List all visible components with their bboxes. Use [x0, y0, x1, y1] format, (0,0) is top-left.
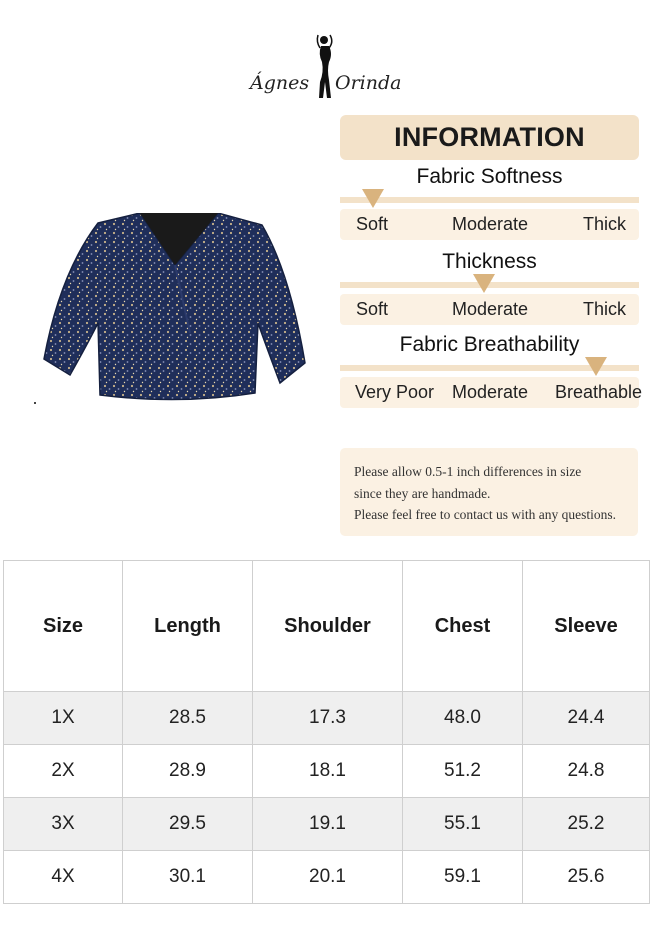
note-line: Please allow 0.5-1 inch differences in size	[354, 464, 582, 479]
table-cell: 17.3	[253, 692, 403, 745]
table-cell: 29.5	[123, 798, 253, 851]
scale-label-mid: Moderate	[452, 382, 529, 402]
table-cell: 28.5	[123, 692, 253, 745]
column-header-chest: Chest	[403, 561, 523, 692]
brand-name-left: Ágnes	[250, 72, 310, 94]
column-header-length: Length	[123, 561, 253, 692]
level-marker-icon	[473, 274, 495, 293]
attribute-title-softness: Fabric Softness	[416, 165, 563, 188]
brand-name-right: Orinda	[335, 72, 402, 94]
table-cell: 30.1	[123, 851, 253, 904]
table-cell: 19.1	[253, 798, 403, 851]
column-header-size: Size	[4, 561, 123, 692]
scale-label-high: Thick	[583, 299, 627, 319]
column-header-shoulder: Shoulder	[253, 561, 403, 692]
size-chart-table	[3, 560, 650, 904]
table-cell: 4X	[4, 851, 123, 904]
attribute-title-thickness: Thickness	[442, 250, 537, 273]
table-cell: 51.2	[403, 745, 523, 798]
scale-label-high: Breathable	[555, 382, 643, 402]
scale-label-bar	[340, 209, 639, 240]
table-header-row	[4, 561, 650, 692]
size-note-box	[340, 448, 638, 536]
level-marker-icon	[362, 189, 384, 208]
table-cell: 48.0	[403, 692, 523, 745]
scale-label-high: Thick	[583, 214, 627, 234]
table-cell: 28.9	[123, 745, 253, 798]
table-cell: 24.8	[523, 745, 650, 798]
table-row	[4, 798, 650, 851]
table-cell: 3X	[4, 798, 123, 851]
table-row	[4, 745, 650, 798]
scale-softness	[340, 197, 639, 241]
table-cell: 55.1	[403, 798, 523, 851]
information-header: INFORMATION	[340, 115, 639, 160]
scale-label-low: Soft	[356, 214, 389, 234]
table-cell: 1X	[4, 692, 123, 745]
stray-dot	[34, 402, 36, 404]
table-row	[4, 692, 650, 745]
table-cell: 25.2	[523, 798, 650, 851]
brand-logo	[245, 32, 405, 104]
scale-label-mid: Moderate	[452, 299, 529, 319]
scale-label-low: Soft	[356, 299, 389, 319]
attribute-title-breathability: Fabric Breathability	[399, 333, 580, 356]
scale-thickness	[340, 282, 639, 326]
level-marker-icon	[585, 357, 607, 376]
scale-line	[340, 197, 639, 203]
note-line: since they are handmade.	[354, 486, 491, 501]
sequin-v-neck-blouse-image	[40, 213, 310, 405]
scale-label-mid: Moderate	[452, 214, 529, 234]
note-line: Please feel free to contact us with any questions.	[354, 507, 617, 522]
table-cell: 20.1	[253, 851, 403, 904]
woman-silhouette-logo-icon	[314, 32, 336, 100]
scale-label-bar	[340, 294, 639, 325]
table-cell: 2X	[4, 745, 123, 798]
table-row	[4, 851, 650, 904]
scale-label-bar	[340, 377, 643, 408]
table-cell: 59.1	[403, 851, 523, 904]
table-cell: 24.4	[523, 692, 650, 745]
table-cell: 18.1	[253, 745, 403, 798]
scale-breathability	[340, 365, 643, 409]
scale-label-low: Very Poor	[355, 382, 435, 402]
column-header-sleeve: Sleeve	[523, 561, 650, 692]
table-cell: 25.6	[523, 851, 650, 904]
